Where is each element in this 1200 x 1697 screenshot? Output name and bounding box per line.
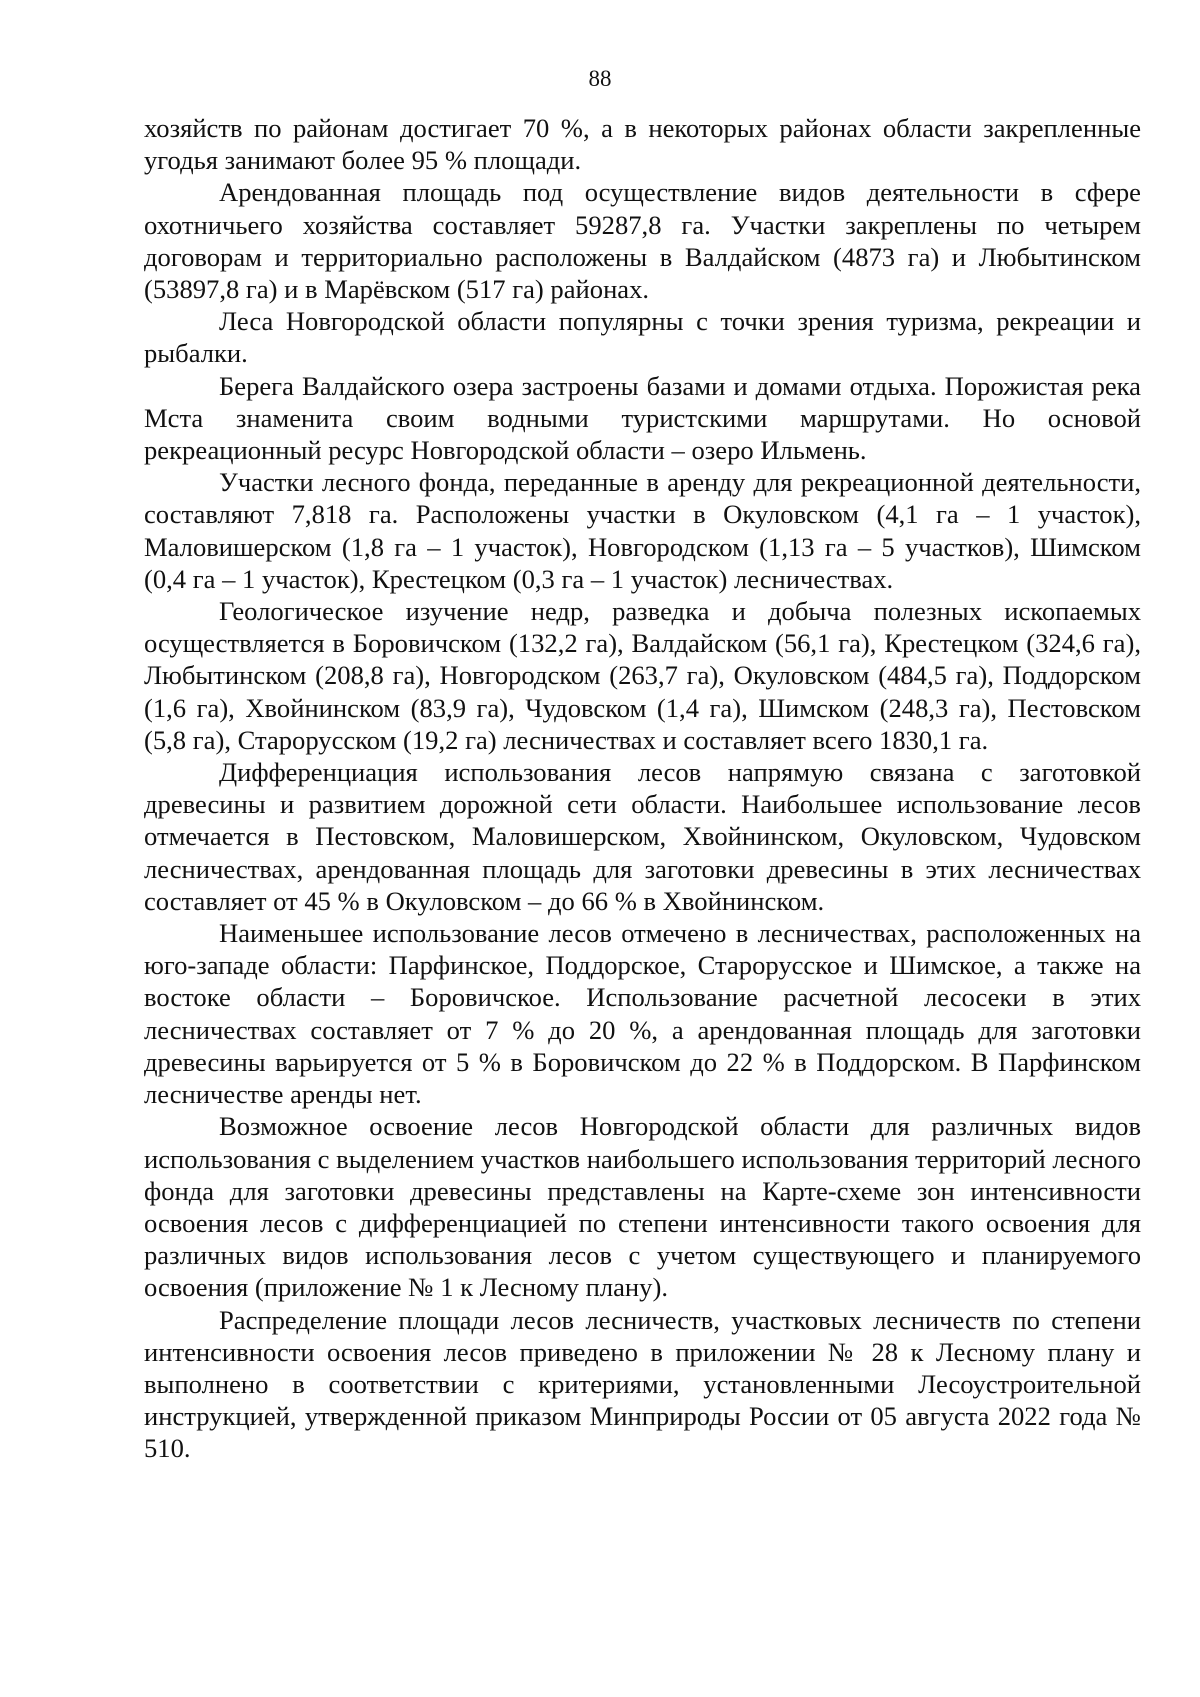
paragraph-recreation-plots: Участки лесного фонда, переданные в аренду для рекреационной деятельности, составляют 7,818 га. Расположены участки в Окуловском (4,1 га – 1 участок), Маловишерском (1,8 га – 1 участок), Новгородском (1,13 га – 5 участков), Шимском (0,4 га – 1 участок), Крестецком (0,3 га – 1 участок) лесничествах.	[144, 467, 1141, 594]
paragraph-valdai-lake: Берега Валдайского озера застроены базами и домами отдыха. Порожистая река Мста знаменита своим водными туристскими маршрутами. Но основой рекреационный ресурс Новгородской области – озеро Ильмень.	[144, 370, 1141, 466]
paragraph-area-distribution: Распределение площади лесов лесничеств, участковых лесничеств по степени интенсивности освоения лесов приведено в приложении № 28 к Лесному плану и выполнено в соответствии с критериями, установленными Лесоустроительной инструкцией, утвержденной приказом Минприроды России от 05 августа 2022 года № 510.	[144, 1304, 1141, 1464]
paragraph-least-usage: Наименьшее использование лесов отмечено в лесничествах, расположенных на юго-западе области: Парфинское, Поддорское, Старорусское и Шимское, а также на востоке области – Боровичское. Использование расчетной лесосеки в этих лесничествах составляет от 7 % до 20 %, а арендованная площадь для заготовки древесины варьируется от 5 % в Боровичском до 22 % в Поддорском. В Парфинском лесничестве аренды нет.	[144, 918, 1141, 1110]
document-body	[144, 112, 1141, 1465]
paragraph-geological-study: Геологическое изучение недр, разведка и добыча полезных ископаемых осуществляется в Боровичском (132,2 га), Валдайском (56,1 га), Крестецком (324,6 га), Любытинском (208,8 га), Новгородском (263,7 га), Окуловском (484,5 га), Поддорском (1,6 га), Хвойнинском (83,9 га), Чудовском (1,4 га), Шимском (248,3 га), Пестовском (5,8 га), Старорусском (19,2 га) лесничествах и составляет всего 1830,1 га.	[144, 596, 1141, 755]
paragraph-continuation: хозяйств по районам достигает 70 %, а в некоторых районах области закрепленные угодья занимают более 95 % площади.	[144, 113, 1141, 176]
paragraph-hunting-lease: Арендованная площадь под осуществление видов деятельности в сфере охотничьего хозяйства составляет 59287,8 га. Участки закреплены по четырем договорам и территориально расположены в Валдайском (4873 га) и Любытинском (53897,8 га) и в Марёвском (517 га) районах.	[144, 177, 1141, 305]
page-number: 88	[588, 66, 612, 91]
paragraph-possible-development: Возможное освоение лесов Новгородской области для различных видов использования с выделением участков наибольшего использования территорий лесного фонда для заготовки древесины представлены на Карте-схеме зон интенсивности освоения лесов с дифференциацией по степени интенсивности такого освоения для различных видов использования лесов с учетом существующего и планируемого освоения (приложение № 1 к Лесному плану).	[144, 1111, 1141, 1303]
paragraph-forest-tourism: Леса Новгородской области популярны с точки зрения туризма, рекреации и рыбалки.	[144, 306, 1141, 369]
paragraph-usage-differentiation: Дифференциация использования лесов напрямую связана с заготовкой древесины и развитием дорожной сети области. Наибольшее использование лесов отмечается в Пестовском, Маловишерском, Хвойнинском, Окуловском, Чудовском лесничествах, арендованная площадь для заготовки древесины в этих лесничествах составляет от 45 % в Окуловском – до 66 % в Хвойнинском.	[144, 757, 1141, 916]
